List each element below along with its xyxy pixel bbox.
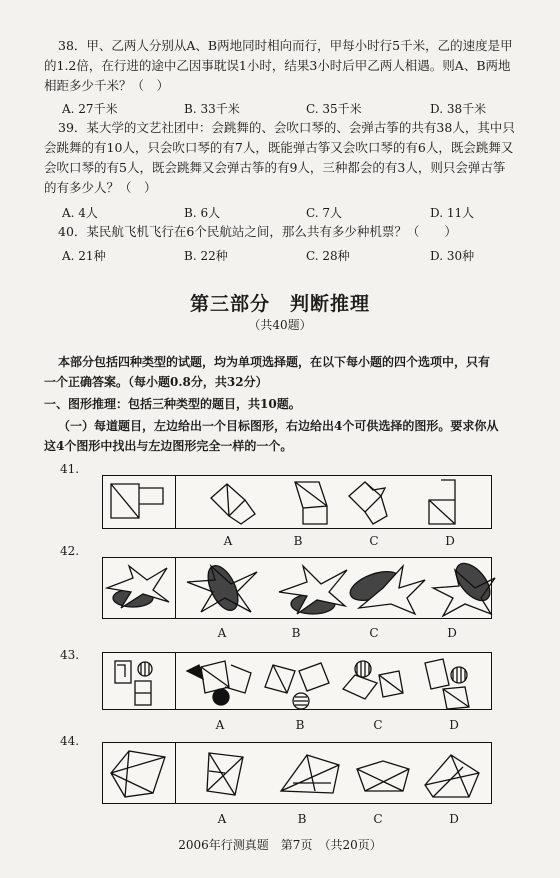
instruction-1: （一）每道题目，左边给出一个目标图形，右边给出4个可供选择的图形。要求你从 (58, 419, 499, 433)
q38-line2: 的1.2倍，在行进的途中乙因事耽误1小时，结果3小时后甲乙两人相遇。则A、B两地 (44, 58, 511, 73)
q42-letter-d: D (447, 626, 457, 640)
q40-options (62, 247, 474, 264)
q44-letter-b: B (297, 812, 307, 826)
q43-figures (103, 653, 493, 711)
q41-letter-a: A (223, 534, 233, 548)
q39-option-a: A. 4人 (62, 206, 98, 220)
q40-option-d: D. 30种 (430, 249, 475, 263)
figure-question-number-43: 43. (60, 648, 80, 662)
q38-option-a: A. 27千米 (62, 102, 118, 116)
q44-letter-d: D (449, 812, 459, 826)
q44-letter-c: C (373, 812, 383, 826)
q41-letter-d: D (445, 534, 455, 548)
section-subtitle: （共40题） (248, 318, 312, 332)
section-title: 第三部分 判断推理 (189, 293, 370, 315)
q38-options (62, 100, 486, 117)
q38-line1: 38．甲、乙两人分别从A、B两地同时相向而行，甲每小时行5千米，乙的速度是甲 (58, 38, 513, 53)
q43-letter-b: B (295, 718, 305, 732)
q39-line4: 的有多少人？（ ） (44, 180, 157, 195)
q38-option-c: C. 35千米 (306, 102, 362, 116)
q43-figure-panel (102, 652, 492, 710)
section-intro-1: 本部分包括四种类型的试题，均为单项选择题，在以下每小题的四个选项中，只有 (58, 355, 491, 369)
q40-option-a: A. 21种 (62, 249, 106, 263)
q42-letter-b: B (291, 626, 301, 640)
section-intro-2: 一个正确答案。（每小题0.8分，共32分） (44, 375, 268, 389)
q39-option-b: B. 6人 (184, 206, 221, 220)
q44-figures (103, 743, 493, 805)
q41-figures (103, 476, 493, 530)
q44-figure-panel (102, 742, 492, 804)
q43-letter-c: C (373, 718, 383, 732)
q40-line1: 40．某民航飞机飞行在6个民航站之间，那么共有多少种机票？（ ） (58, 224, 457, 239)
q42-figure-panel (102, 557, 492, 619)
q42-figures (103, 558, 493, 620)
q38-line3: 相距多少千米？（ ） (44, 78, 170, 93)
q44-letter-a: A (217, 812, 227, 826)
q41-figure-panel (102, 475, 492, 529)
figure-question-number-42: 42. (60, 544, 80, 558)
q38-option-d: D. 38千米 (430, 102, 487, 116)
q39-option-d: D. 11人 (430, 206, 475, 220)
figure-question-number-44: 44. (60, 734, 80, 748)
q39-line3: 会吹口琴的有5人，既会跳舞又会弹古筝的有9人，三种都会的有3人，则只会弹古筝 (44, 160, 506, 175)
q41-letter-c: C (369, 534, 379, 548)
q41-letter-b: B (293, 534, 303, 548)
q39-line1: 39．某大学的文艺社团中：会跳舞的、会吹口琴的、会弹古筝的共有38人，其中只 (58, 120, 515, 135)
q42-letter-a: A (217, 626, 227, 640)
q39-options (62, 204, 474, 221)
q39-option-c: C. 7人 (306, 206, 343, 220)
q43-letter-d: D (449, 718, 459, 732)
page-footer: 2006年行测真题 第7页 （共20页） (178, 838, 382, 852)
part1-heading: 一、图形推理：包括三种类型的题目，共10题。 (44, 397, 301, 411)
q43-letter-a: A (215, 718, 225, 732)
q38-option-b: B. 33千米 (184, 102, 240, 116)
q40-option-b: B. 22种 (184, 249, 228, 263)
q42-letter-c: C (369, 626, 379, 640)
q39-line2: 会跳舞的有10人，只会吹口琴的有7人，既能弹古筝又会吹口琴的有6人，既会跳舞又 (44, 140, 514, 155)
instruction-2: 这4个图形中找出与左边图形完全一样的一个。 (44, 439, 293, 453)
figure-question-number-41: 41. (60, 462, 80, 476)
q40-option-c: C. 28种 (306, 249, 350, 263)
